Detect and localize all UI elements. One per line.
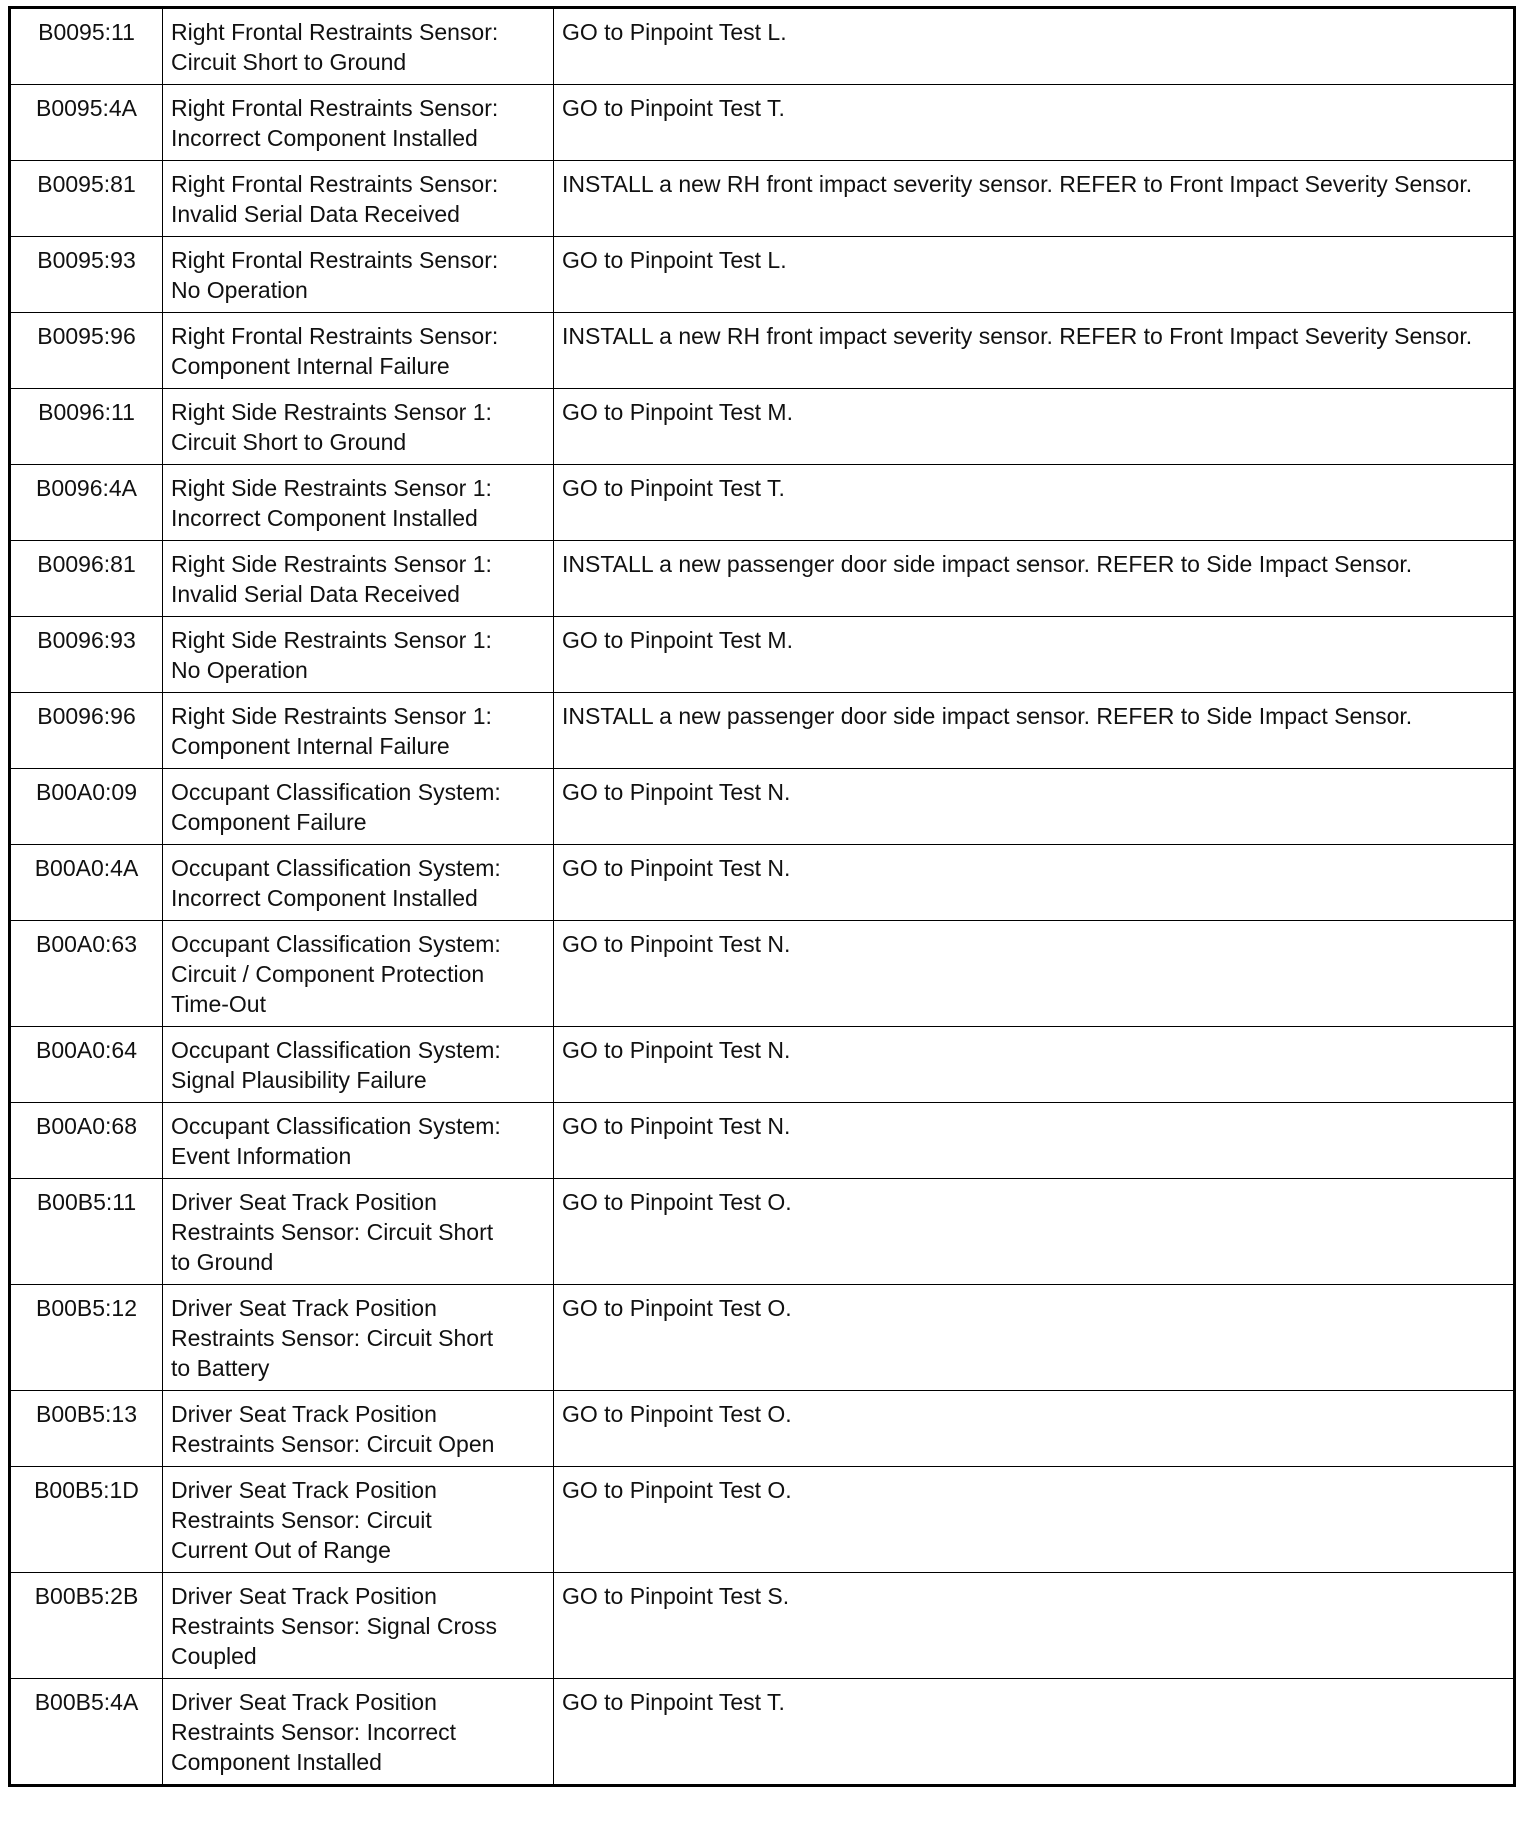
- dtc-description: [163, 921, 554, 1027]
- table-row: [10, 1391, 1515, 1467]
- description-line: Driver Seat Track Position: [171, 1477, 437, 1503]
- description-line: Occupant Classification System:: [171, 855, 501, 881]
- action-text: GO to Pinpoint Test T.: [562, 1689, 785, 1715]
- action-text: GO to Pinpoint Test M.: [562, 399, 793, 425]
- table-row: [10, 1103, 1515, 1179]
- dtc-code: B0095:93: [10, 237, 163, 313]
- dtc-code: B0096:96: [10, 693, 163, 769]
- description-line: Occupant Classification System:: [171, 779, 501, 805]
- action-text: GO to Pinpoint Test L.: [562, 19, 787, 45]
- description-line: No Operation: [171, 277, 308, 303]
- dtc-code: B00B5:12: [10, 1285, 163, 1391]
- action-text: GO to Pinpoint Test N.: [562, 1037, 791, 1063]
- dtc-action: [554, 617, 1515, 693]
- description-line: Component Internal Failure: [171, 353, 450, 379]
- dtc-action: [554, 1573, 1515, 1679]
- dtc-code: B0095:81: [10, 161, 163, 237]
- dtc-action: [554, 693, 1515, 769]
- description-line: Restraints Sensor: Signal Cross: [171, 1613, 497, 1639]
- dtc-code: B00B5:11: [10, 1179, 163, 1285]
- description-line: No Operation: [171, 657, 308, 683]
- description-line: Driver Seat Track Position: [171, 1189, 437, 1215]
- table-row: [10, 769, 1515, 845]
- description-line: Circuit / Component Protection: [171, 961, 485, 987]
- dtc-description: [163, 1027, 554, 1103]
- table-row: [10, 313, 1515, 389]
- dtc-description: [163, 465, 554, 541]
- description-line: Event Information: [171, 1143, 352, 1169]
- description-line: Occupant Classification System:: [171, 1113, 501, 1139]
- dtc-description: [163, 693, 554, 769]
- table-row: [10, 85, 1515, 161]
- dtc-action: [554, 237, 1515, 313]
- description-line: Coupled: [171, 1643, 257, 1669]
- dtc-description: [163, 1391, 554, 1467]
- description-line: Right Frontal Restraints Sensor:: [171, 19, 499, 45]
- table-row: [10, 1679, 1515, 1786]
- dtc-action: [554, 1391, 1515, 1467]
- dtc-description: [163, 1285, 554, 1391]
- dtc-action: [554, 845, 1515, 921]
- table-row: [10, 1179, 1515, 1285]
- description-line: Incorrect Component Installed: [171, 125, 478, 151]
- table-row: [10, 161, 1515, 237]
- dtc-description: [163, 845, 554, 921]
- description-line: Driver Seat Track Position: [171, 1295, 437, 1321]
- description-line: Signal Plausibility Failure: [171, 1067, 427, 1093]
- dtc-description: [163, 1467, 554, 1573]
- dtc-description: [163, 313, 554, 389]
- table-row: [10, 237, 1515, 313]
- table-row: [10, 693, 1515, 769]
- dtc-description: [163, 769, 554, 845]
- dtc-code: B00A0:68: [10, 1103, 163, 1179]
- description-line: Component Installed: [171, 1749, 382, 1775]
- description-line: Incorrect Component Installed: [171, 885, 478, 911]
- action-text: GO to Pinpoint Test O.: [562, 1189, 792, 1215]
- description-line: Driver Seat Track Position: [171, 1689, 437, 1715]
- description-line: to Ground: [171, 1249, 274, 1275]
- dtc-description: [163, 1103, 554, 1179]
- dtc-description: [163, 161, 554, 237]
- description-line: Invalid Serial Data Received: [171, 201, 460, 227]
- dtc-action: [554, 1179, 1515, 1285]
- table-row: [10, 617, 1515, 693]
- action-text: GO to Pinpoint Test M.: [562, 627, 793, 653]
- dtc-action: [554, 541, 1515, 617]
- table-row: [10, 1027, 1515, 1103]
- dtc-description: [163, 541, 554, 617]
- description-line: Restraints Sensor: Circuit: [171, 1507, 432, 1533]
- description-line: Restraints Sensor: Circuit Open: [171, 1431, 495, 1457]
- dtc-code: B0096:11: [10, 389, 163, 465]
- table-row: [10, 1285, 1515, 1391]
- dtc-action: [554, 1467, 1515, 1573]
- dtc-description: [163, 1679, 554, 1786]
- action-text: GO to Pinpoint Test S.: [562, 1583, 790, 1609]
- dtc-code: B00B5:1D: [10, 1467, 163, 1573]
- action-text: GO to Pinpoint Test O.: [562, 1477, 792, 1503]
- dtc-description: [163, 617, 554, 693]
- dtc-code: B00B5:2B: [10, 1573, 163, 1679]
- description-line: Invalid Serial Data Received: [171, 581, 460, 607]
- action-text: GO to Pinpoint Test T.: [562, 95, 785, 121]
- dtc-description: [163, 1573, 554, 1679]
- table-row: [10, 1467, 1515, 1573]
- table-row: [10, 465, 1515, 541]
- description-line: Driver Seat Track Position: [171, 1401, 437, 1427]
- action-text: GO to Pinpoint Test N.: [562, 779, 791, 805]
- action-text: GO to Pinpoint Test N.: [562, 855, 791, 881]
- dtc-action: [554, 1103, 1515, 1179]
- dtc-action: [554, 769, 1515, 845]
- table-row: [10, 921, 1515, 1027]
- dtc-action: [554, 313, 1515, 389]
- description-line: Restraints Sensor: Circuit Short: [171, 1219, 494, 1245]
- description-line: Right Frontal Restraints Sensor:: [171, 171, 499, 197]
- dtc-action: [554, 1679, 1515, 1786]
- table-row: [10, 845, 1515, 921]
- description-line: Right Side Restraints Sensor 1:: [171, 627, 492, 653]
- description-line: Right Side Restraints Sensor 1:: [171, 551, 492, 577]
- description-line: Right Side Restraints Sensor 1:: [171, 475, 492, 501]
- description-line: Circuit Short to Ground: [171, 429, 407, 455]
- action-text: INSTALL a new RH front impact severity sensor. REFER to Front Impact Severity Sensor.: [562, 323, 1473, 349]
- dtc-code: B0096:4A: [10, 465, 163, 541]
- dtc-table-body: [10, 8, 1515, 1786]
- dtc-action: [554, 1285, 1515, 1391]
- action-text: INSTALL a new passenger door side impact sensor. REFER to Side Impact Sensor.: [562, 551, 1413, 577]
- dtc-code: B0096:93: [10, 617, 163, 693]
- dtc-table: [8, 6, 1516, 1787]
- dtc-code: B00B5:4A: [10, 1679, 163, 1786]
- dtc-code: B0095:96: [10, 313, 163, 389]
- dtc-description: [163, 1179, 554, 1285]
- action-text: GO to Pinpoint Test N.: [562, 1113, 791, 1139]
- dtc-action: [554, 8, 1515, 85]
- dtc-code: B0095:4A: [10, 85, 163, 161]
- action-text: GO to Pinpoint Test L.: [562, 247, 787, 273]
- description-line: Current Out of Range: [171, 1537, 391, 1563]
- dtc-code: B0095:11: [10, 8, 163, 85]
- dtc-description: [163, 389, 554, 465]
- dtc-code: B0096:81: [10, 541, 163, 617]
- description-line: Driver Seat Track Position: [171, 1583, 437, 1609]
- dtc-code: B00B5:13: [10, 1391, 163, 1467]
- description-line: Right Side Restraints Sensor 1:: [171, 703, 492, 729]
- description-line: Restraints Sensor: Incorrect: [171, 1719, 457, 1745]
- description-line: to Battery: [171, 1355, 270, 1381]
- action-text: GO to Pinpoint Test O.: [562, 1401, 792, 1427]
- description-line: Time-Out: [171, 991, 266, 1017]
- dtc-action: [554, 389, 1515, 465]
- dtc-action: [554, 1027, 1515, 1103]
- description-line: Component Internal Failure: [171, 733, 450, 759]
- description-line: Right Frontal Restraints Sensor:: [171, 247, 499, 273]
- dtc-action: [554, 921, 1515, 1027]
- table-row: [10, 389, 1515, 465]
- description-line: Occupant Classification System:: [171, 1037, 501, 1063]
- table-row: [10, 8, 1515, 85]
- description-line: Right Frontal Restraints Sensor:: [171, 95, 499, 121]
- description-line: Right Side Restraints Sensor 1:: [171, 399, 492, 425]
- dtc-description: [163, 237, 554, 313]
- dtc-code: B00A0:64: [10, 1027, 163, 1103]
- description-line: Circuit Short to Ground: [171, 49, 407, 75]
- dtc-description: [163, 85, 554, 161]
- dtc-action: [554, 161, 1515, 237]
- action-text: GO to Pinpoint Test N.: [562, 931, 791, 957]
- dtc-code: B00A0:63: [10, 921, 163, 1027]
- table-row: [10, 1573, 1515, 1679]
- action-text: GO to Pinpoint Test O.: [562, 1295, 792, 1321]
- dtc-action: [554, 465, 1515, 541]
- table-row: [10, 541, 1515, 617]
- description-line: Occupant Classification System:: [171, 931, 501, 957]
- action-text: GO to Pinpoint Test T.: [562, 475, 785, 501]
- action-text: INSTALL a new passenger door side impact sensor. REFER to Side Impact Sensor.: [562, 703, 1413, 729]
- description-line: Component Failure: [171, 809, 367, 835]
- description-line: Incorrect Component Installed: [171, 505, 478, 531]
- dtc-action: [554, 85, 1515, 161]
- dtc-code: B00A0:4A: [10, 845, 163, 921]
- description-line: Restraints Sensor: Circuit Short: [171, 1325, 494, 1351]
- action-text: INSTALL a new RH front impact severity sensor. REFER to Front Impact Severity Sensor.: [562, 171, 1473, 197]
- dtc-description: [163, 8, 554, 85]
- dtc-code: B00A0:09: [10, 769, 163, 845]
- description-line: Right Frontal Restraints Sensor:: [171, 323, 499, 349]
